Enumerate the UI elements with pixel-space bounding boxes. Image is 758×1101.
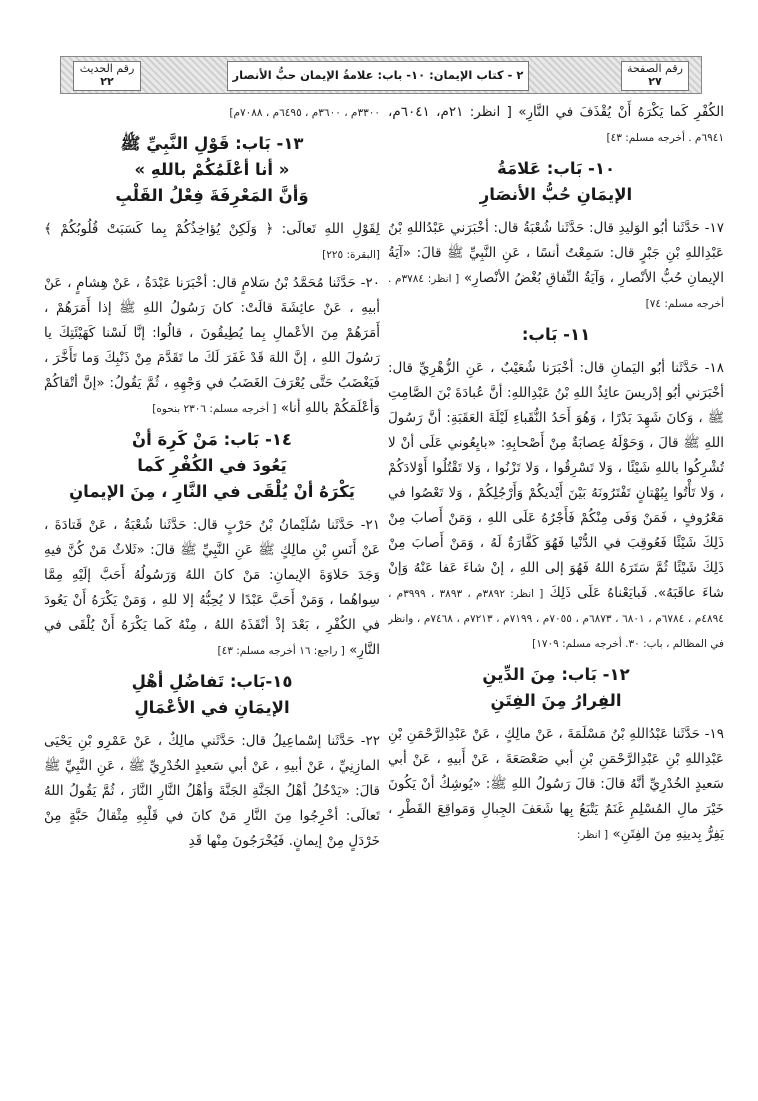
continuation-body: الكُفْرِ كَما يَكْرَهُ أَنْ يُقْذَفَ في النَّارِ» [ انظر: ٢١م، ٦٠٤١م، <box>388 104 724 120</box>
hadith-19 <box>388 722 724 847</box>
hadith-18 <box>388 356 724 656</box>
quran-text: لِقَوْلِ اللهِ تَعالَى: ﴿ وَلَكِنْ يُؤاخِذُكُمْ بِما كَسَبَتْ قُلُوبُكُمْ ﴾ <box>44 221 380 237</box>
hadith-17-text: ١٧- حَدَّثَنا أبُو الوَليدِ قال: حَدَّثَنا شُعْبَةُ قال: أخْبَرَني عَبْدُاللهِ بْنُ عَبْدِاللهِ بْنِ جَبْرٍ قال: سَمِعْتُ أنسًا ، عَنِ النَّبِيِّ ﷺ قالَ: «آيَةُ الإيمانِ حُبُّ الأنْصارِ ، وَآيَةُ النِّفاقِ بُغْضُ الأنْصارِ» <box>388 220 724 286</box>
hadith-22 <box>44 729 380 854</box>
chapter-14-line-2: يَعُودَ في الكُفْرِ كَما <box>137 456 287 475</box>
quran-quote <box>44 217 380 267</box>
hadith-19-ref: [ انظر: <box>576 829 609 841</box>
chapter-10-line-2: الإيمَانِ حُبُّ الأنصَارِ <box>479 185 633 204</box>
hadith-17-ref: [ انظر: ٣٧٨٤م . أخرجه مسلم: ٧٤] <box>388 273 724 310</box>
left-top-ref: ٣٣٠٠م ، ٣٦٠٠م ، ٦٤٩٥م ، ٧٠٨٨م] <box>229 107 380 119</box>
hadith-20 <box>44 271 380 421</box>
hadith-21 <box>44 513 380 663</box>
chapter-15-heading <box>44 669 380 721</box>
right-column <box>388 100 724 1095</box>
chapter-10-line-1: ١٠- بَاب: عَلامَةُ <box>496 159 616 178</box>
hadith-20-text: ٢٠- حَدَّثَنا مُحَمَّدُ بْنُ سَلامٍ قال: أخْبَرَنا عَبْدَةُ ، عَنْ هِشامٍ ، عَنْ أبيهِ ، عَنْ عائِشَةَ قالَتْ: كانَ رَسُولُ اللهِ ﷺ إذا أَمَرَهُمْ ، أَمَرَهُمْ مِنَ الأعْمالِ بِما يُطِيقُونَ ، قالُوا: إنَّا لَسْنا كَهَيْئَتِكَ يا رَسُولَ اللهِ ، إنَّ اللهَ قَدْ غَفَرَ لَكَ ما تَقَدَّمَ مِنْ ذَنْبِكَ وَما تَأَخَّرَ ، فَيَغْضَبُ حَتَّى يُعْرَفَ الغَضَبُ في وَجْهِهِ ، ثُمَّ يَقُولُ: «إنَّ أتْقاكُمْ وَأعْلَمَكُمْ باللهِ أنا» <box>44 275 380 416</box>
chapter-12-heading <box>388 662 724 714</box>
page-number-label: رقم الصفحة <box>627 62 683 75</box>
continuation-text <box>388 100 724 150</box>
chapter-11-line-1: ١١- بَاب: <box>521 325 591 344</box>
quran-ref: [البقرة: ٢٢٥] <box>322 249 380 261</box>
left-column <box>44 100 380 1095</box>
continuation-ref: ٦٩٤١م . أخرجه مسلم: ٤٣] <box>606 132 724 144</box>
hadith-17 <box>388 216 724 316</box>
hadith-21-text: ٢١- حَدَّثَنا سُلَيْمانُ بْنُ حَرْبٍ قال: حَدَّثَنا شُعْبَةُ ، عَنْ قَتادَةَ ، عَنْ أَنَسِ بْنِ مالِكٍ ﷺ عَنِ النَّبِيِّ ﷺ قالَ: «ثَلاثٌ مَنْ كُنَّ فيهِ وَجَدَ حَلاوَةَ الإيمانِ: مَنْ كانَ اللهُ وَرَسُولُهُ أَحَبَّ إلَيْهِ مِمَّا سِواهُما ، وَمَنْ أَحَبَّ عَبْدًا لا يُحِبُّهُ إلا للهِ ، وَمَنْ يَكْرَهُ أَنْ يَعُودَ في الكُفْرِ ، بَعْدَ إذْ أنْقَذَهُ اللهُ ، مِنْهُ كَما يَكْرَهُ أَنْ يُلْقَى في النَّارِ» <box>44 517 380 658</box>
chapter-11-heading <box>388 322 724 348</box>
hadith-18-text: ١٨- حَدَّثَنا أبُو اليَمانِ قال: أخْبَرَنا شُعَيْبٌ ، عَنِ الزُّهْرِيِّ قال: أخْبَرَني أبُو إدْريسَ عائِذُ اللهِ بْنُ عَبْدِاللهِ: أنَّ عُبادَةَ بْنَ الصَّامِتِ ﷺ ، وَكانَ شَهِدَ بَدْرًا ، وَهُوَ أَحَدُ النُّقَباءِ لَيْلَةَ العَقَبَةِ: أنَّ رَسُولَ اللهِ ﷺ قالَ ، وَحَوْلَهُ عِصابَةٌ مِنْ أَصْحابِهِ: «بايِعُوني عَلَى أنْ لا تُشْرِكُوا باللهِ شَيْئًا ، وَلا تَسْرِقُوا ، وَلا تَزْنُوا ، وَلا تَقْتُلُوا أَوْلادَكُمْ ، وَلا تَأْتُوا بِبُهْتانٍ تَفْتَرُونَهُ بَيْنَ أَيْديكُمْ وَأَرْجُلِكُمْ ، وَلا تَعْصُوا في مَعْرُوفٍ ، فَمَنْ وَفَى مِنْكُمْ فَأَجْرُهُ عَلَى اللهِ ، وَمَنْ أَصابَ مِنْ ذَلِكَ شَيْئًا فَعُوقِبَ في الدُّنْيا فَهُوَ كَفَّارَةٌ لَهُ ، وَمَنْ أَصابَ مِنْ ذَلِكَ شَيْئًا ثُمَّ سَتَرَهُ اللهُ فَهُوَ إلى اللهِ ، إنْ شاءَ عَفا عَنْهُ وَإنْ شاءَ عاقَبَهُ». فَبايَعْناهُ عَلَى ذَلِكَ <box>388 360 724 601</box>
chapter-14-heading <box>44 427 380 505</box>
hadith-number: ٢٢ <box>100 75 114 88</box>
running-title: ٢ - كتاب الإيمان: ١٠- باب: علامةُ الإيمان حبُّ الأنصار <box>227 61 529 91</box>
chapter-12-line-2: الفِرارُ مِنَ الفِتَنِ <box>490 691 622 710</box>
chapter-13-heading <box>44 131 380 209</box>
page-header <box>60 56 702 94</box>
hadith-20-ref: [ أخرجه مسلم: ٢٣٠٦ بنحوه] <box>152 403 277 415</box>
hadith-number-label: رقم الحديث <box>79 62 135 75</box>
left-top-ref-block <box>44 100 380 125</box>
hadith-19-text: ١٩- حَدَّثَنا عَبْدُاللهِ بْنُ مَسْلَمَةَ ، عَنْ مالِكٍ ، عَنْ عَبْدِالرَّحْمَنِ بْنِ عَبْدِاللهِ بْنِ عَبْدِالرَّحْمَنِ بْنِ أبي صَعْصَعَةَ ، عَنْ أَبيهِ ، عَنْ أبي سَعيدٍ الخُدْرِيِّ أنَّهُ قالَ: قالَ رَسُولُ اللهِ ﷺ: «يُوشِكُ أنْ يَكُونَ خَيْرَ مالِ المُسْلِمِ غَنَمٌ يَتْبَعُ بِها شَعَفَ الجِبالِ وَمَواقِعَ القَطْرِ ، يَفِرُّ بِدينِهِ مِنَ الفِتَنِ» <box>388 726 724 842</box>
page-number: ٢٧ <box>648 75 662 88</box>
page-number-box <box>621 61 689 91</box>
hadith-number-box <box>73 61 141 91</box>
chapter-15-line-1: ١٥-بَاب: تَفاضُلِ أهْلِ <box>131 672 293 691</box>
hadith-21-ref: [ راجع: ١٦ أخرجه مسلم: ٤٣] <box>217 645 345 657</box>
hadith-18-ref: [ انظر: ٣٨٩٢م ، ٣٨٩٣ ، ٣٩٩٩م ، ٤٨٩٤م ، ٦٧٨٤م ، ٦٨٠١ ، ٦٨٧٣م ، ٧٠٥٥م ، ٧١٩٩م ، ٧٢١٣م ، ٧٤٦٨م ، وانظر في المظالم ، باب: ٣٠. أخرجه مسلم: ١٧٠٩] <box>388 588 724 650</box>
hadith-22-text: ٢٢- حَدَّثَنا إسْماعِيلُ قال: حَدَّثَني مالِكٌ ، عَنْ عَمْرِو بْنِ يَحْيَى المازِنِيِّ ، عَنْ أبيهِ ، عَنْ أبي سَعيدٍ الخُدْرِيِّ ﷺ ، عَنِ النَّبِيِّ ﷺ قالَ: «يَدْخُلُ أهْلُ الجَنَّةِ الجَنَّةَ وَأهْلُ النَّارِ النَّارَ ، ثُمَّ يَقُولُ اللهُ تَعالَى: أخْرِجُوا مِنَ النَّارِ مَنْ كانَ في قَلْبِهِ مِثْقالُ حَبَّةٍ مِنْ خَرْدَلٍ مِنْ إيمانٍ. فَيُخْرَجُونَ مِنْها قَدِ <box>44 733 380 849</box>
chapter-12-line-1: ١٢- بَاب: مِنَ الدِّينِ <box>482 665 630 684</box>
chapter-13-line-3: وَأنَّ المَعْرِفَةَ فِعْلُ القَلْبِ <box>115 186 309 205</box>
chapter-15-line-2: الإيمَانِ في الأعْمَالِ <box>134 698 290 717</box>
chapter-10-heading <box>388 156 724 208</box>
chapter-13-line-2: « أنا أعْلَمُكُمْ باللهِ » <box>134 160 290 179</box>
chapter-14-line-1: ١٤- بَاب: مَنْ كَرِهَ أنْ <box>132 430 292 449</box>
chapter-14-line-3: يَكْرَهُ أنْ يُلْقَى في النَّارِ ، مِنَ الإيمانِ <box>69 482 355 501</box>
chapter-13-line-1: ١٣- بَاب: قَوْلِ النَّبِيِّ ﷺ <box>120 134 304 153</box>
